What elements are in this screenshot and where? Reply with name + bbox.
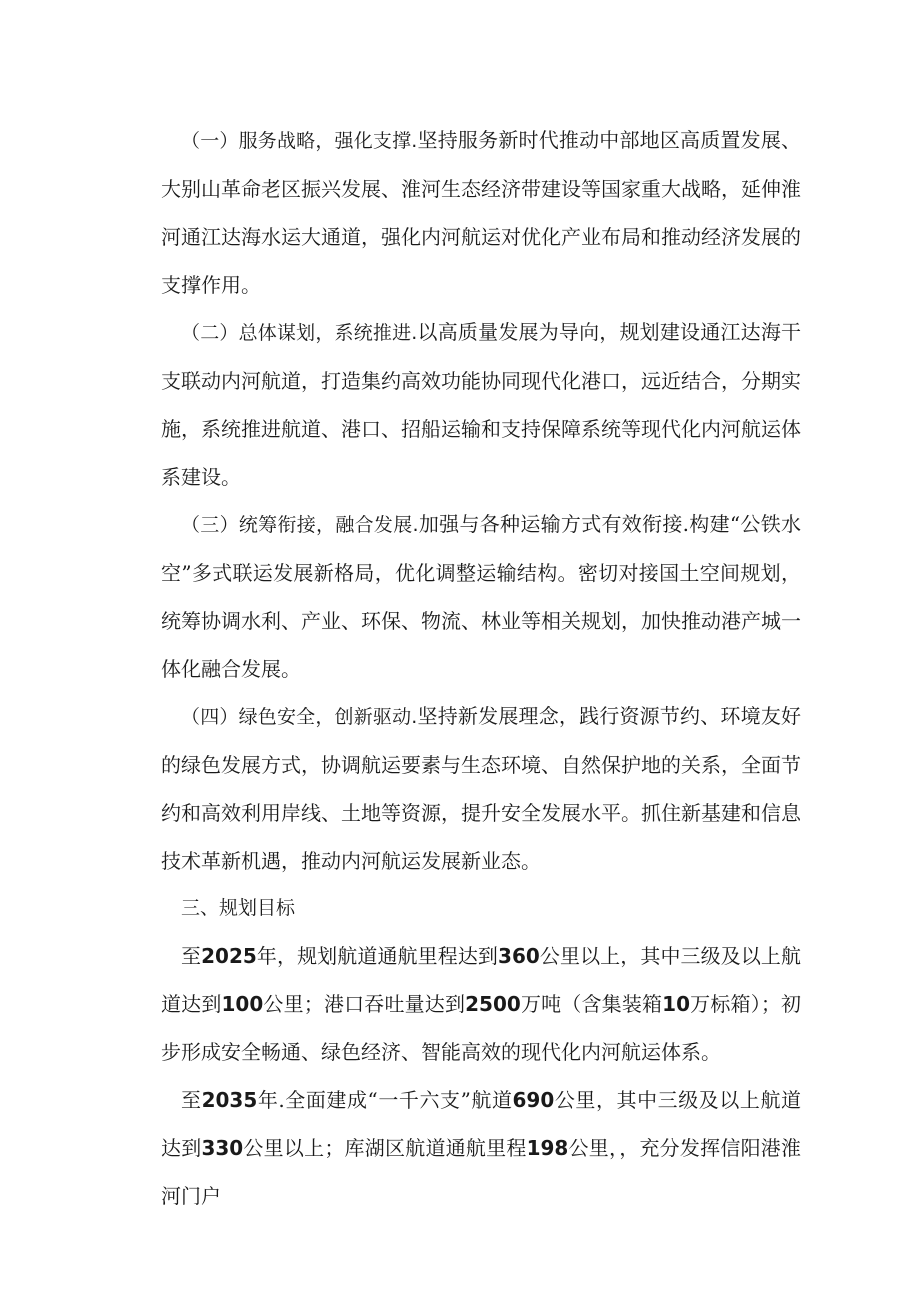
goal-2025-number: 100 [221,992,264,1016]
section-2-body: 以高质量发展为导向，规划建设通江达海干支联动内河航道，打造集约高效功能协同现代化港口，远近结合，分期实施，系统推进航道、港口、招船运输和支持保障系统等现代化内河航运体系建设。 [161,320,802,489]
goal-2035-text: 公里以上；库湖区航道通航里程 [243,1136,527,1160]
goal-2025-text: 年，规划航道通航里程达到 [256,944,499,968]
goal-2025-number: 10 [662,992,691,1016]
goal-2035-text: 年.全面建成“一千六支”航道 [257,1088,513,1112]
section-2-lead: （二）总体谋划，系统推进. [181,322,418,344]
goal-2035-text: 至 [181,1088,202,1112]
goal-2025-text: 万吨（含集装箱 [520,992,663,1016]
goal-2025-number: 360 [498,944,540,968]
goal-2025-year: 2025 [201,944,257,968]
goal-2035-year: 2035 [201,1088,258,1112]
goal-2025-paragraph [161,932,801,1076]
section-3-lead: （三）统筹衔接，融合发展. [181,514,419,536]
goal-2025-text: 公里以上，其中三级及以上航道达到 [161,944,802,1016]
section-2-paragraph [161,308,801,501]
goal-2035-number: 690 [512,1088,555,1112]
section-1-lead: （一）服务战略，强化支撑. [181,130,418,152]
section-3-paragraph [161,500,801,693]
goal-2035-paragraph [161,1076,801,1220]
section-1-paragraph [161,116,801,309]
goal-2035-text: 公里，其中三级及以上航道达到 [161,1088,802,1160]
section-1-body: 坚持服务新时代推动中部地区高质置发展、大别山革命老区振兴发展、淮河生态经济带建设等国家重大战略，延伸淮河通江达海水运大通道，强化内河航运对优化产业布局和推动经济发展的支撑作用。 [161,128,802,297]
goal-2035-number: 198 [526,1136,569,1160]
goal-2035-number: 330 [201,1136,244,1160]
goal-2025-text: 万标箱）；初步形成安全畅通、绿色经济、智能高效的现代化内河航运体系。 [161,992,802,1064]
section-4-paragraph [161,692,801,885]
section-3-body: 加强与各种运输方式有效衔接.构建“公铁水空”多式联运发展新格局，优化调整运输结构。密切对接国土空间规划，统筹协调水利、产业、环保、物流、林业等相关规划，加快推动港产城一体化融合发展。 [161,512,801,681]
section-4-body: 坚持新发展理念，践行资源节约、环境友好的绿色发展方式，协调航运要素与生态环境、自然保护地的关系，全面节约和高效利用岸线、土地等资源，提升安全发展水平。抓住新基建和信息技术革新机遇，推动内河航运发展新业态。 [161,704,802,873]
section-heading: 三、规划目标 [181,897,296,919]
goal-2025-text: 至 [181,944,202,968]
goal-2035-text: 公里，，充分发挥信阳港淮河门户 [161,1136,802,1208]
section-4-lead: （四）绿色安全，创新驱动. [181,706,418,728]
goal-2025-text: 公里；港口吞吐量达到 [263,992,466,1016]
goal-2025-number: 2500 [465,992,521,1016]
